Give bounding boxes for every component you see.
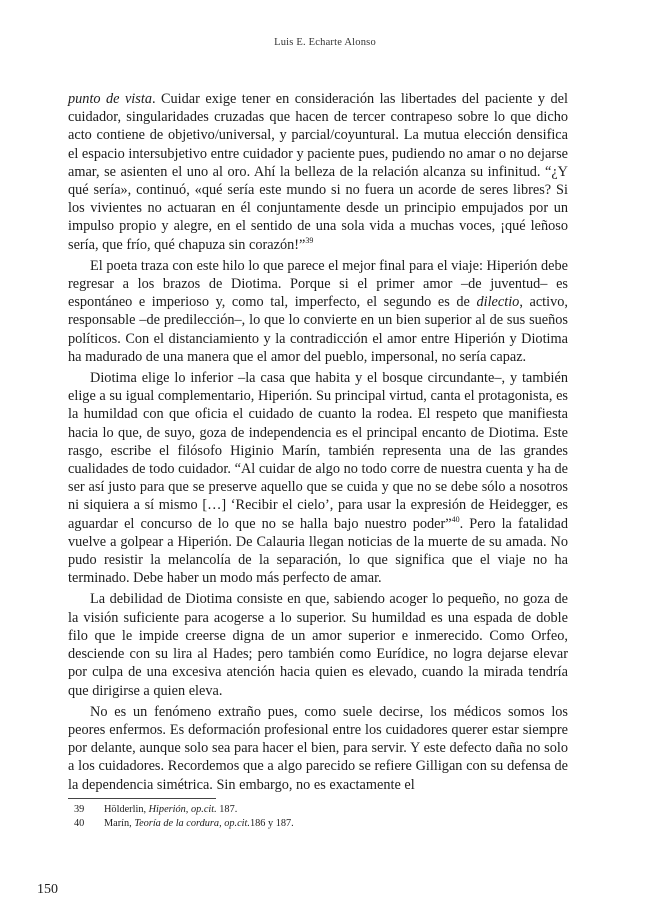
body-text — [68, 90, 568, 794]
paragraph-text: La debilidad de Diotima consiste en que, sabiendo acoger lo pequeño, no goza de la visión suficiente para acogerse a lo superior. Su humildad es una espada de doble filo que le impide creerse digna de un amor superior e inmerecido. Como Orfeo, desciende con su lira al Hades; pero también como Eurídice, no logra dejarse elevar por culpa de una excesiva atención hacia quien es elevado, cuando la mirada tendría que dirigirse a quien eleva. — [68, 591, 568, 699]
paragraph-3 — [68, 369, 568, 587]
footnote-ref: 39 — [305, 235, 314, 245]
paragraph-text: . Cuidar exige tener en consideración las libertades del paciente y del cuidador, singularidades cruzadas que hacen de tercer contrapeso sobre lo que dicho acto contiene de objetivo/universal, y parcial/coyuntural. La mutua elección densifica el espacio intersubjetivo entre cuidador y paciente pues, pudiendo no amar o no dejarse amar, se asienten el uno al oro. Ahí la belleza de la relación alcanza su infinitud. “¿Y qué sería», continuó, «qué sería este mundo si no fuera un acorde de seres libres? Si los vivientes no actuaran en él conjuntamente desde un principio empujados por un impulso propio y alegre, en el sentido de una sola vida a muchas voces, ¡qué leñoso sería, que frío, qué chapuza sin corazón!” — [68, 91, 568, 253]
paragraph-text: Diotima elige lo inferior –la casa que habita y el bosque circundante–, y también elige a su igual complementario, Hiperión. Su principal virtud, canta el protagonista, es la humildad con que oficia el cuidado de cuanto la rodea. El respeto que manifiesta hacia lo que, de suyo, goza de independencia es el principal encanto de Diotima. Este rasgo, escribe el filósofo Higinio Marín, también representa una de las grandes cualidades de todo cuidador. “Al cuidar de algo no todo corre de nuestra cuenta y ha de ser así justo para que se preserve aquello que se cuida y que no se debe sólo a nosotros ni siquiera a sí mismo […] ‘Recibir el cielo’, para usar la expresión de Heidegger, es aguardar el concurso de lo que no se halla bajo nuestro poder” — [68, 370, 568, 532]
footnote — [68, 817, 568, 831]
paragraph-text: El poeta traza con este hilo lo que parece el mejor final para el viaje: Hiperión debe regresar a los brazos de Diotima. Porque si el primer amor –de juventud– es espontáneo e imperioso y, como tal, imperfecto, el segundo es de — [68, 257, 568, 311]
footnote-number: 40 — [74, 818, 85, 829]
paragraph-5 — [68, 703, 568, 794]
footnote-author: Marín, — [104, 818, 135, 829]
paragraph-1 — [68, 90, 568, 254]
footnote-rule — [68, 798, 216, 799]
running-header: Luis E. Echarte Alonso — [274, 37, 376, 48]
paragraph-2 — [68, 257, 568, 366]
footnote-rest: 187. — [216, 804, 238, 815]
footnote-number: 39 — [74, 804, 85, 815]
footnotes — [68, 803, 568, 831]
paragraph-text: , activo, responsable –de predilección–, lo que lo convierte en un bien superior al de sus sueños políticos. Con el distanciamiento y la contradicción el amor entre Hiperión y Diotima ha madurado de una manera que el amor del pueblo, impersonal, no sería capaz. — [68, 294, 568, 365]
footnote-text — [104, 817, 294, 831]
paragraph-text: No es un fenómeno extraño pues, como suele decirse, los médicos somos los peores enfermos. Es deformación profesional entre los cuidadores querer estar siempre por delante, aunque solo sea para hacer el bien, para servir. Y este defecto daña no solo a los cuidadores. Recordemos que a algo parecido se refiere Gilligan con su defensa de la dependencia simétrica. Sin embargo, no es exactamente el — [68, 703, 568, 793]
footnote-text — [104, 803, 237, 817]
footnote — [68, 803, 568, 817]
footnote-ref: 40 — [451, 514, 460, 524]
footnote-title: Hiperión, op.cit. — [148, 804, 217, 815]
page-number: 150 — [37, 882, 58, 897]
footnote-rest: 186 y 187. — [249, 818, 294, 829]
paragraph-text: . Pero la fatalidad vuelve a golpear a Hiperión. De Calauria llegan noticias de la muerte de su amada. No pudo resistir la melancolía de la separación, lo que significa que el viaje no ha terminado. Debe haber un modo más perfecto de amar. — [68, 515, 568, 587]
italic-phrase: punto de vista — [68, 91, 152, 107]
paragraph-4 — [68, 590, 568, 699]
italic-word: dilectio — [476, 294, 520, 311]
footnote-title: Teoría de la cordura, op.cit. — [134, 818, 250, 829]
footnote-author: Hölderlin, — [104, 804, 149, 815]
